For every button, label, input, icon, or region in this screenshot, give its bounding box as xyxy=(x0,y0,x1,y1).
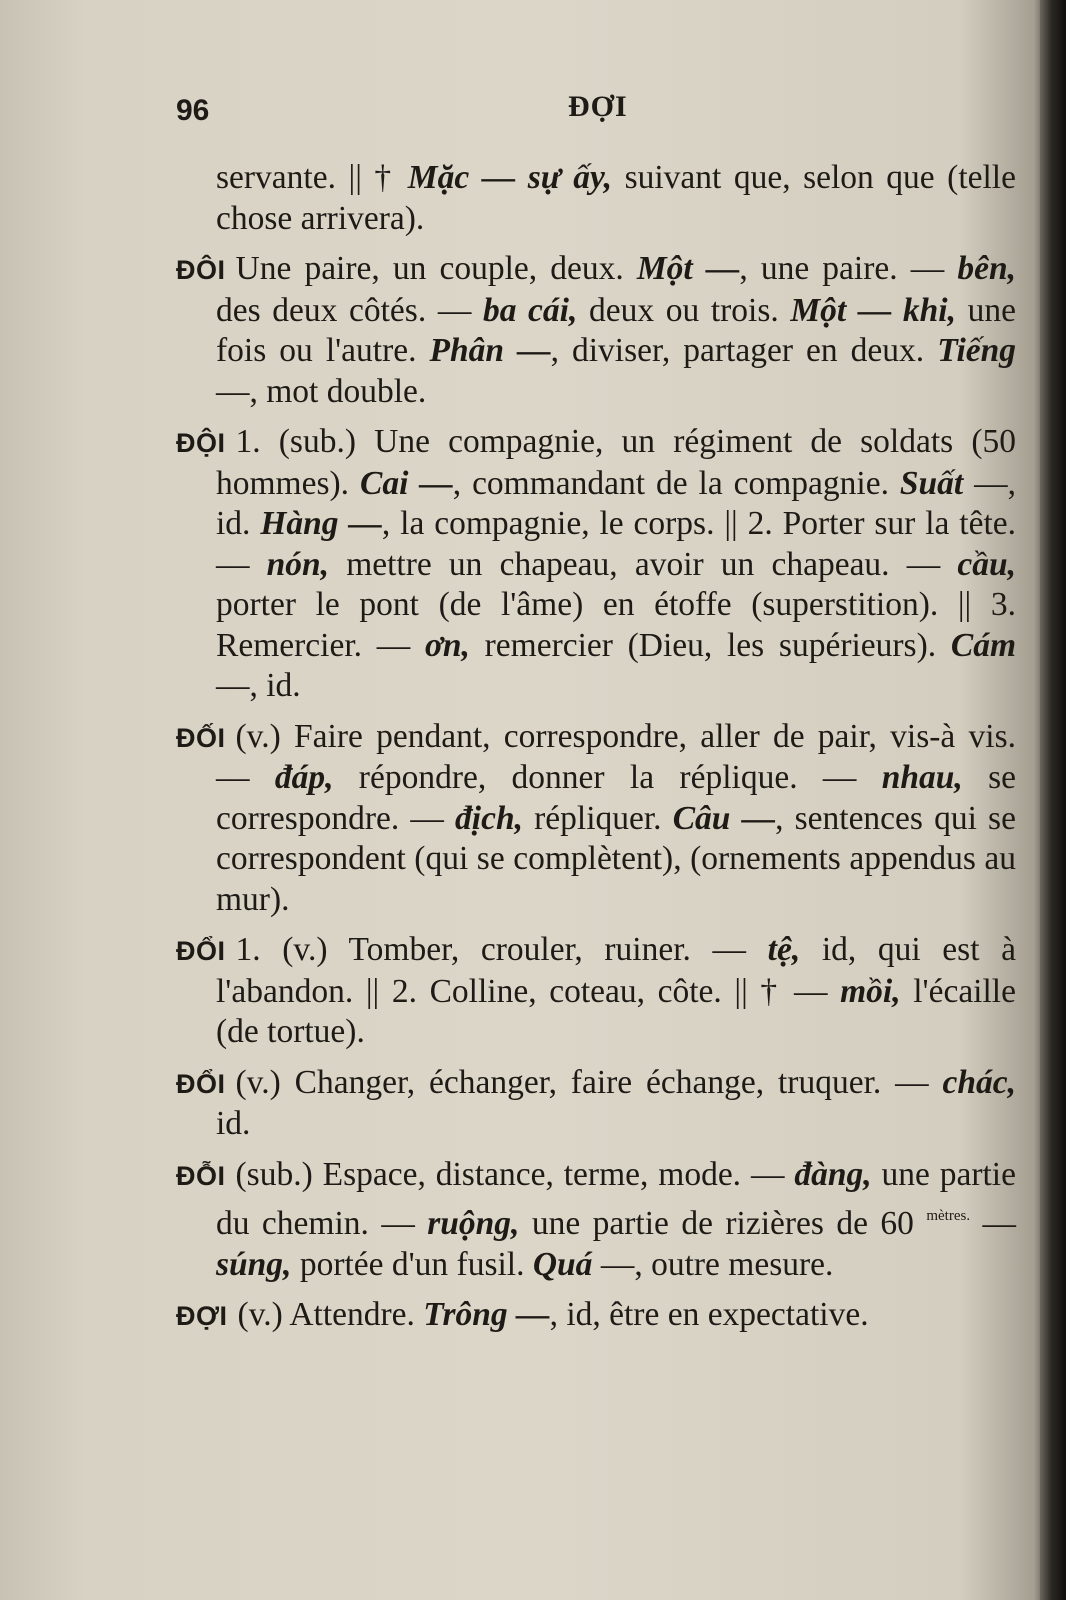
superscript-text: mètres. xyxy=(926,1208,971,1224)
dictionary-entry xyxy=(176,1063,1016,1145)
vietnamese-phrase: nón, xyxy=(266,545,330,583)
vietnamese-phrase: ơn, xyxy=(424,626,470,664)
running-head: ĐỢI xyxy=(568,90,628,123)
definition-text: une partie du chemin. — xyxy=(216,1155,1016,1242)
vietnamese-phrase: Một — khi, xyxy=(790,291,956,329)
definition-text: (v.) Changer, échanger, faire échange, truquer. — xyxy=(235,1063,943,1101)
definition-text: —, id. xyxy=(216,464,1017,542)
book-gutter-edge xyxy=(1040,0,1066,1600)
vietnamese-phrase: đáp, xyxy=(274,759,334,796)
definition-text: l'écaille (de tortue). xyxy=(216,972,1016,1050)
vietnamese-phrase: Trông — xyxy=(423,1296,550,1333)
definition-text: , la compagnie, le corps. || 2. Porter sur la tête. — xyxy=(216,505,1016,583)
definition-text: , une paire. — xyxy=(739,250,958,287)
definition-text: se correspondre. — xyxy=(216,759,1017,837)
definition-text: (v.) Faire pendant, correspondre, aller de pair, vis-à vis. — xyxy=(216,717,1016,796)
vietnamese-phrase: súng, xyxy=(216,1245,292,1283)
entry-headword: ĐỐI xyxy=(176,722,226,753)
entry-headword: ĐỔI xyxy=(176,1068,226,1099)
vietnamese-phrase: bên, xyxy=(957,250,1016,287)
vietnamese-phrase: Cám xyxy=(950,626,1016,664)
vietnamese-phrase: mồi, xyxy=(840,972,901,1010)
page-number: 96 xyxy=(176,94,210,127)
dictionary-entry xyxy=(176,158,1016,239)
definition-text: servante. || † xyxy=(216,159,408,196)
definition-text: porter le pont (de l'âme) en étoffe (superstition). || 3. Remercier. — xyxy=(216,586,1016,664)
definition-text: —, outre mesure. xyxy=(592,1245,834,1283)
definition-text: mettre un chapeau, avoir un chapeau. — xyxy=(329,545,958,583)
entry-headword: ĐỘI xyxy=(176,428,226,458)
definition-text: —, id. xyxy=(216,667,301,704)
definition-text: remercier (Dieu, les supérieurs). xyxy=(469,626,951,664)
definition-text: répliquer. xyxy=(522,799,673,837)
definition-text: 1. (sub.) Une compagnie, un régiment de soldats (50 hommes). xyxy=(216,423,1016,502)
definition-text: suivant que, selon que (telle chose arrivera). xyxy=(216,159,1016,237)
entry-headword: ĐÔI xyxy=(176,255,226,285)
vietnamese-phrase: Quá xyxy=(532,1245,593,1283)
dictionary-entry xyxy=(176,1155,1016,1286)
definition-text: id. xyxy=(216,1105,251,1142)
vietnamese-phrase: Câu — xyxy=(672,799,776,837)
definition-text: deux ou trois. xyxy=(577,291,791,329)
definition-text: (v.) Attendre. xyxy=(237,1296,424,1333)
vietnamese-phrase: Tiếng xyxy=(937,332,1016,369)
definition-text: des deux côtés. — xyxy=(216,291,483,329)
page-header xyxy=(0,90,1040,140)
entry-headword: ĐỖI xyxy=(176,1160,226,1191)
definition-text: , diviser, partager en deux. xyxy=(550,332,938,369)
definition-text: id, qui est à l'abandon. || 2. Colline, coteau, côte. || † — xyxy=(216,931,1016,1010)
vietnamese-phrase: đàng, xyxy=(794,1155,872,1193)
dictionary-entry xyxy=(176,422,1016,707)
definition-text: 1. (v.) Tomber, crouler, ruiner. — xyxy=(235,931,768,968)
entry-headword: ĐỢI xyxy=(176,1301,228,1331)
definition-text: , commandant de la compagnie. xyxy=(452,464,900,502)
vietnamese-phrase: Suất xyxy=(899,464,964,502)
vietnamese-phrase: Hàng — xyxy=(260,505,382,542)
vietnamese-phrase: Phân — xyxy=(429,332,551,369)
definition-text: portée d'un fusil. xyxy=(291,1245,533,1283)
vietnamese-phrase: ruộng, xyxy=(427,1205,520,1242)
definition-text: une partie de rizières de 60 xyxy=(519,1205,927,1242)
vietnamese-phrase: ba cái, xyxy=(482,291,578,329)
dictionary-entries xyxy=(176,158,1016,1337)
dictionary-entry xyxy=(176,249,1016,412)
vietnamese-phrase: Cai — xyxy=(359,464,453,502)
vietnamese-phrase: Mặc — sự ấy, xyxy=(407,159,613,196)
definition-text: — xyxy=(970,1205,1017,1242)
definition-text: répondre, donner la réplique. — xyxy=(333,759,882,796)
definition-text: une fois ou l'autre. xyxy=(216,291,1016,369)
dictionary-entry xyxy=(176,1295,1016,1337)
dictionary-entry xyxy=(176,717,1016,921)
vietnamese-phrase: địch, xyxy=(455,799,523,837)
dictionary-entry xyxy=(176,930,1016,1053)
vietnamese-phrase: chác, xyxy=(942,1063,1016,1101)
vietnamese-phrase: cầu, xyxy=(957,545,1016,583)
vietnamese-phrase: tệ, xyxy=(767,931,801,968)
definition-text: Une paire, un couple, deux. xyxy=(235,250,637,287)
definition-text: —, mot double. xyxy=(216,372,427,410)
vietnamese-phrase: Một — xyxy=(636,250,740,287)
vietnamese-phrase: nhau, xyxy=(881,759,963,796)
definition-text: (sub.) Espace, distance, terme, mode. — xyxy=(235,1155,795,1193)
definition-text: , sentences qui se correspondent (qui se complètent), (ornements appendus au mur). xyxy=(216,799,1016,918)
definition-text: , id, être en expectative. xyxy=(549,1296,869,1333)
entry-headword: ĐỔI xyxy=(176,936,226,966)
